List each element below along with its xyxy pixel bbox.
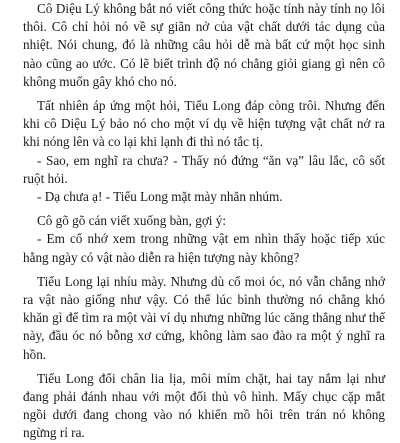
paragraph-2: Tất nhiên áp ứng một hỏi, Tiểu Long đáp còng trôi. Nhưng đến khi cô Diệu Lý bảo nó cho một ví dụ về hiện tượng vật chất nở ra khi nóng lên và co lại khi lạnh đi thì nó tắc tị. [23, 98, 385, 150]
paragraph-6: - Em cố nhớ xem trong những vật em nhìn thấy hoặc tiếp xúc hằng ngày có vật nào diễn ra hiện tượng này không? [23, 231, 385, 265]
page-text [23, 0, 385, 443]
paragraph-3: - Sao, em nghĩ ra chưa? - Thấy nó đứng “ăn vạ” lâu lắc, cô sốt ruột hỏi. [23, 152, 385, 186]
paragraph-8: Tiểu Long đổi chân lia lịa, môi mím chặt, hai tay nắm lại như đang phải đánh nhau với một đối thủ vô hình. Mấy chục cặp mắt ngồi dưới đang chong vào nó khiến mồ hôi trên trán nó không ngừng rỉ ra. [23, 370, 385, 441]
paragraph-5: Cô gõ gõ cán viết xuống bàn, gợi ý: [37, 213, 227, 229]
paragraph-1: Cô Diệu Lý không bắt nó viết công thức hoặc tính này tính nọ lôi thôi. Cô chỉ hỏi nó về sự giãn nở của vật chất dưới tác dụng của nhiệt. Nói chung, đó là những câu hỏi dễ mà bất cứ một học sinh nào cũng ao ước. Có lẽ biết trình độ nó chẳng giỏi giang gì nên cô không muốn gây khó cho nó. [23, 1, 385, 89]
paragraph-4: - Dạ chưa ạ! - Tiểu Long mặt mày nhăn nhúm. [37, 189, 283, 205]
paragraph-7: Tiểu Long lại nhíu mày. Nhưng dù cố moi óc, nó vẫn chẳng nhớ ra vật nào giống như vậy. Có thể lúc bình thường nó chẳng khó khăn gì để tìm ra một vài ví dụ nhưng những lúc căng thẳng như thế này, đầu óc nó bỗng xơ cứng, không làm sao đào ra một ý nghĩ ra hồn. [23, 273, 385, 362]
